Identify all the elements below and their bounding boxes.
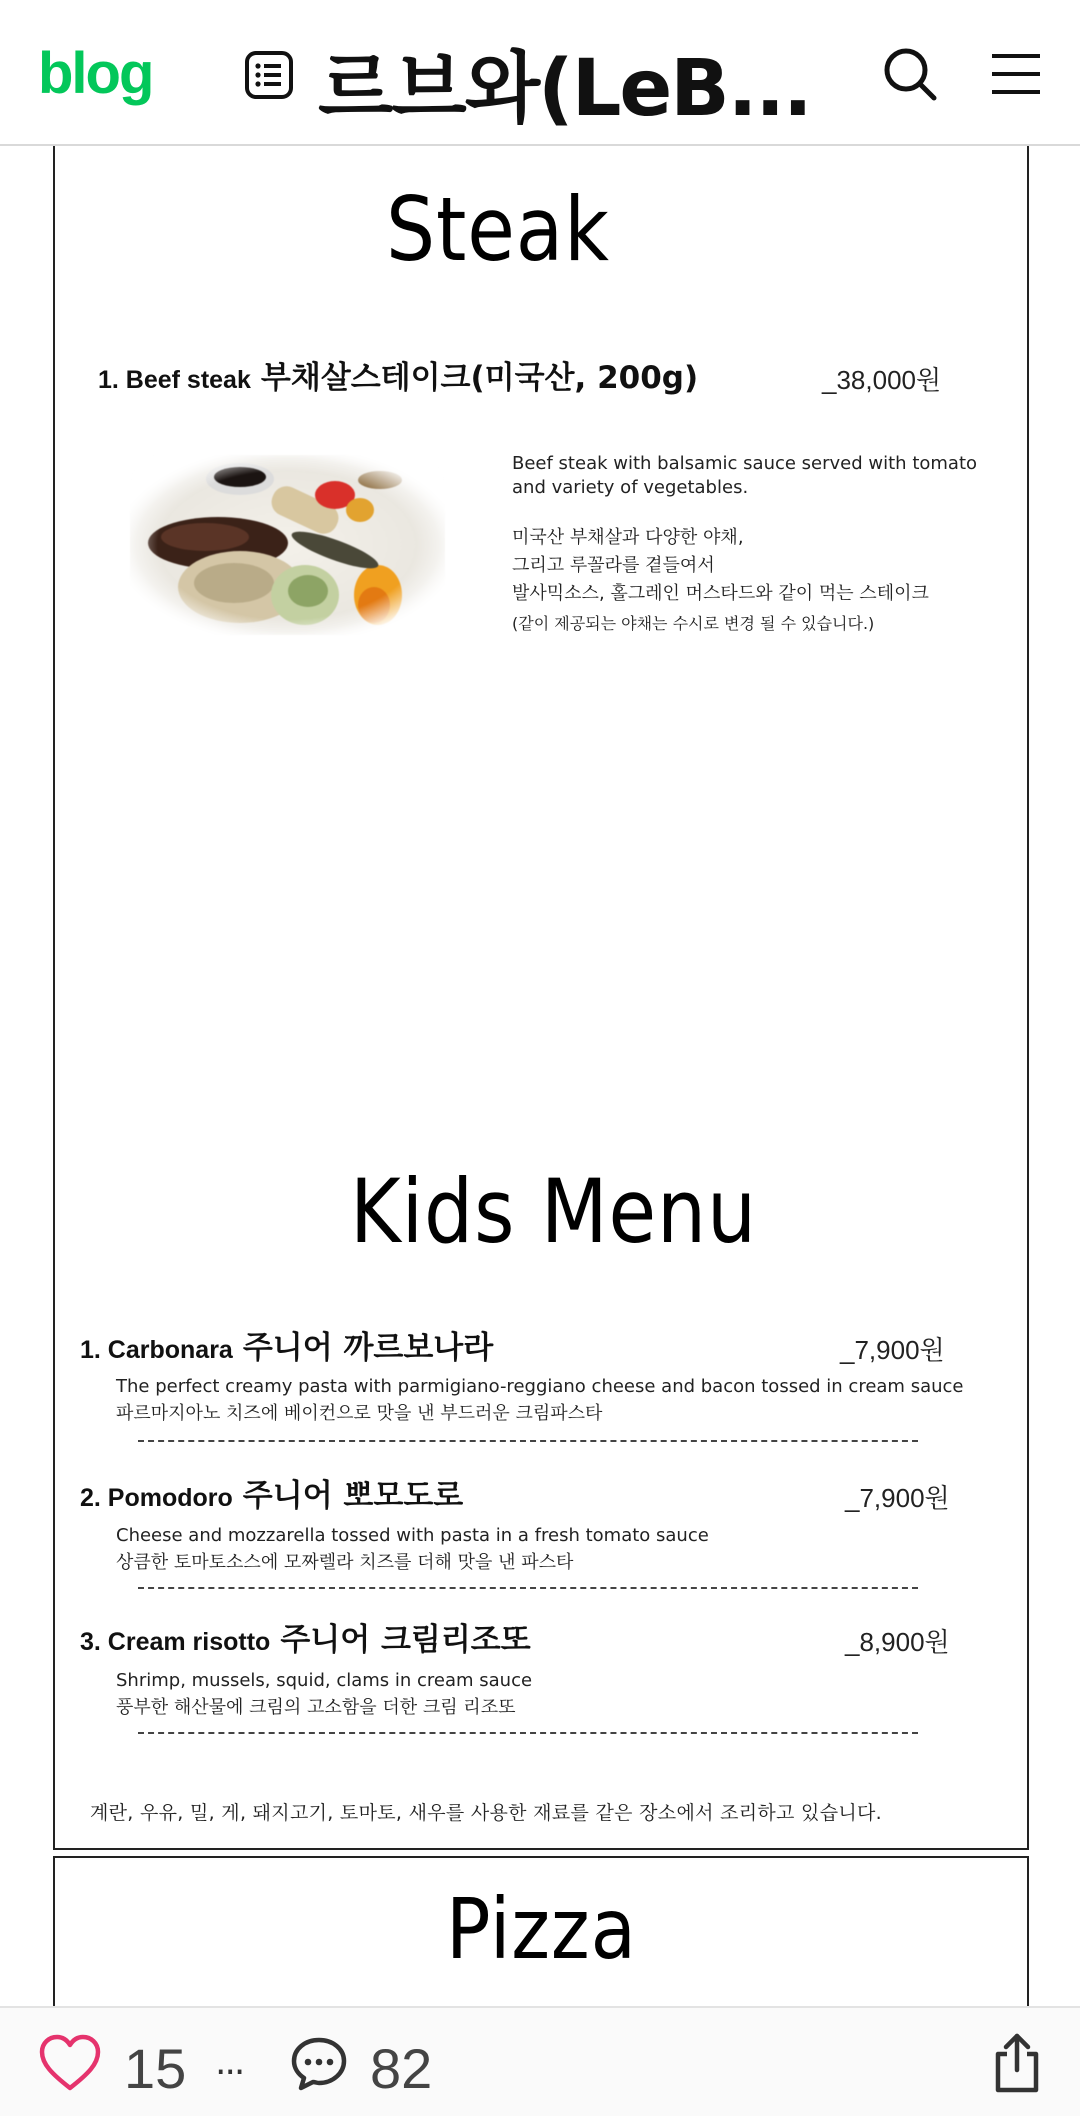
divider bbox=[138, 1732, 918, 1734]
menu-item-beef-steak bbox=[98, 352, 698, 397]
cream-risotto-desc-ko: 풍부한 해산물에 크림의 고소함을 더한 크림 리조또 bbox=[116, 1697, 516, 1718]
item-name-en: 1. Beef steak bbox=[98, 366, 251, 394]
more-icon[interactable]: ··· bbox=[215, 2052, 244, 2093]
carbonara-desc-ko: 파르마지아노 치즈에 베이컨으로 맛을 낸 부드러운 크림파스타 bbox=[116, 1403, 603, 1424]
menu-icon[interactable] bbox=[990, 48, 1042, 100]
item-price: _7,900원 bbox=[840, 1335, 945, 1365]
divider bbox=[138, 1587, 918, 1589]
item-name-en: 3. Cream risotto bbox=[80, 1628, 271, 1656]
item-price: _8,900원 bbox=[845, 1627, 950, 1657]
menu-item-cream-risotto bbox=[80, 1614, 531, 1659]
comment-icon[interactable] bbox=[290, 2036, 348, 2092]
item-name-ko: 부채살스테이크(미국산, 200g) bbox=[260, 360, 699, 396]
comment-count[interactable]: 82 bbox=[370, 2037, 433, 2100]
menu-item-carbonara bbox=[80, 1322, 493, 1367]
beef-steak-desc-en-1: Beef steak with balsamic sauce served with tomato bbox=[512, 453, 978, 474]
beef-steak-desc-ko-3: 발사믹소스, 홀그레인 머스타드와 같이 먹는 스테이크 bbox=[512, 583, 929, 604]
blog-logo[interactable]: blog bbox=[38, 41, 153, 106]
item-name-en: 2. Pomodoro bbox=[80, 1484, 233, 1512]
like-count[interactable]: 15 bbox=[124, 2037, 187, 2100]
carbonara-desc-en: The perfect creamy pasta with parmigiano-reggiano cheese and bacon tossed in cream sauce bbox=[116, 1376, 964, 1397]
item-name-ko: 주니어 크림리조또 bbox=[280, 1622, 531, 1658]
item-name-ko: 주니어 뽀모도로 bbox=[242, 1478, 464, 1514]
item-name-ko: 주니어 까르보나라 bbox=[242, 1330, 494, 1366]
beef-steak-desc-ko-1: 미국산 부채살과 다양한 야채, bbox=[512, 527, 744, 548]
menu-board-panel bbox=[53, 146, 1029, 1850]
heart-icon[interactable] bbox=[38, 2034, 102, 2092]
top-bar bbox=[0, 0, 1080, 146]
blog-title[interactable]: 르브와(LeB... bbox=[318, 44, 811, 134]
divider bbox=[138, 1440, 918, 1442]
section-title-steak: Steak bbox=[386, 178, 610, 281]
beef-steak-desc-en-2: and variety of vegetables. bbox=[512, 477, 749, 498]
list-icon[interactable] bbox=[244, 50, 294, 100]
item-price: _7,900원 bbox=[845, 1483, 950, 1513]
steak-photo[interactable] bbox=[130, 455, 445, 635]
pomodoro-desc-ko: 상큼한 토마토소스에 모짜렐라 치즈를 더해 맛을 낸 파스타 bbox=[116, 1552, 574, 1573]
search-icon[interactable] bbox=[880, 44, 940, 104]
menu-item-pomodoro bbox=[80, 1470, 463, 1515]
allergen-notice: 계란, 우유, 밀, 게, 돼지고기, 토마토, 새우를 사용한 재료를 같은 장소에서 조리하고 있습니다. bbox=[90, 1802, 882, 1824]
section-title-kids-menu: Kids Menu bbox=[350, 1160, 757, 1263]
section-title-pizza: Pizza bbox=[446, 1880, 637, 1978]
item-name-en: 1. Carbonara bbox=[80, 1336, 233, 1364]
bottom-action-bar bbox=[0, 2006, 1080, 2116]
share-icon[interactable] bbox=[990, 2032, 1044, 2094]
beef-steak-desc-ko-2: 그리고 루꼴라를 곁들여서 bbox=[512, 555, 715, 576]
beef-steak-desc-ko-4: (같이 제공되는 야채는 수시로 변경 될 수 있습니다.) bbox=[512, 614, 875, 633]
item-price: _38,000원 bbox=[822, 365, 942, 395]
cream-risotto-desc-en: Shrimp, mussels, squid, clams in cream sauce bbox=[116, 1670, 533, 1691]
pomodoro-desc-en: Cheese and mozzarella tossed with pasta in a fresh tomato sauce bbox=[116, 1525, 709, 1546]
